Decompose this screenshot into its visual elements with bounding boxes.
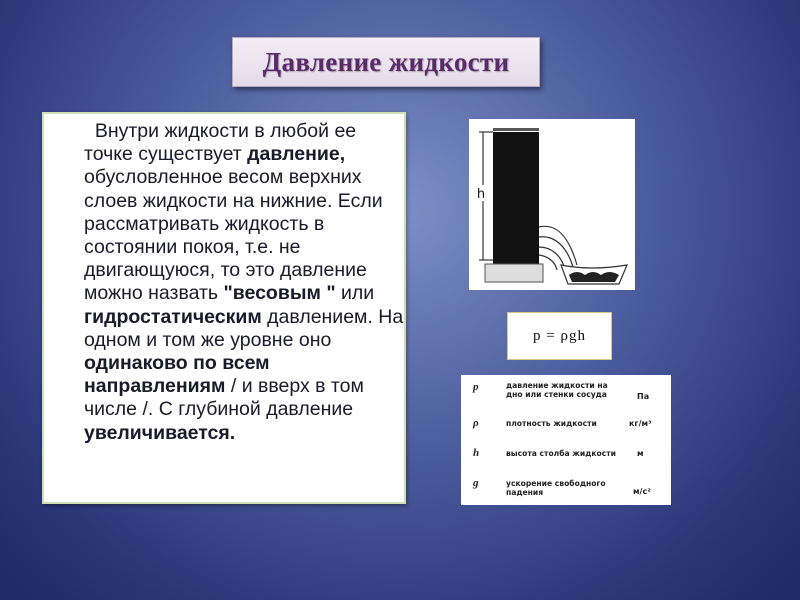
emphasis-text: гидростатическим: [84, 305, 262, 328]
legend-unit: Па: [637, 392, 650, 401]
jet-1: [539, 226, 577, 265]
legend-description: давление жидкости на дно или стенки сосуда: [506, 381, 608, 399]
height-label: h: [476, 187, 486, 202]
legend-unit: м/с²: [633, 487, 651, 496]
liquid-column: [493, 132, 539, 264]
pressure-formula: p = ρgh: [533, 327, 586, 344]
legend-symbol: h: [473, 447, 480, 459]
legend-description: плотность жидкости: [506, 419, 597, 428]
formula-box: [507, 312, 612, 360]
paragraph-text: Внутри жидкости в любой ее точке существует: [84, 120, 357, 166]
emphasis-text: увеличивается.: [84, 421, 236, 444]
paragraph-text: или: [335, 282, 375, 305]
collected-liquid: [569, 272, 619, 282]
pressure-diagram: [469, 119, 635, 290]
legend-description: ускорение свободного падения: [506, 479, 606, 497]
text-box: [42, 112, 406, 504]
emphasis-text: давление,: [247, 143, 346, 166]
paragraph-text: / и вверх в том числе /. С глубиной давление: [84, 375, 364, 421]
legend-box: [461, 375, 671, 505]
main-paragraph: [84, 120, 404, 445]
legend-symbol: p: [473, 381, 479, 393]
legend-unit: м: [637, 449, 644, 458]
liquid-surface: [493, 128, 539, 131]
legend-symbol: ρ: [473, 417, 479, 429]
title-box: [232, 37, 540, 87]
emphasis-text: одинаково по всем направлениям: [84, 352, 270, 398]
base-block: [485, 264, 543, 282]
slide-title: Давление жидкости: [262, 46, 510, 77]
paragraph-text: давлением. На одном и том же уровне оно: [84, 305, 404, 351]
paragraph-text: обусловленное весом верхних слоев жидкости на нижние. Если рассматривать жидкость в состоянии покоя, т.е. не двигающуюся, то это давление можно назвать: [84, 166, 383, 305]
legend-description: высота столба жидкости: [506, 449, 616, 458]
legend-symbol: g: [473, 477, 479, 489]
legend-unit: кг/м³: [629, 419, 652, 428]
vessel-diagram: [469, 119, 635, 290]
emphasis-text: "весовым ": [223, 282, 336, 305]
